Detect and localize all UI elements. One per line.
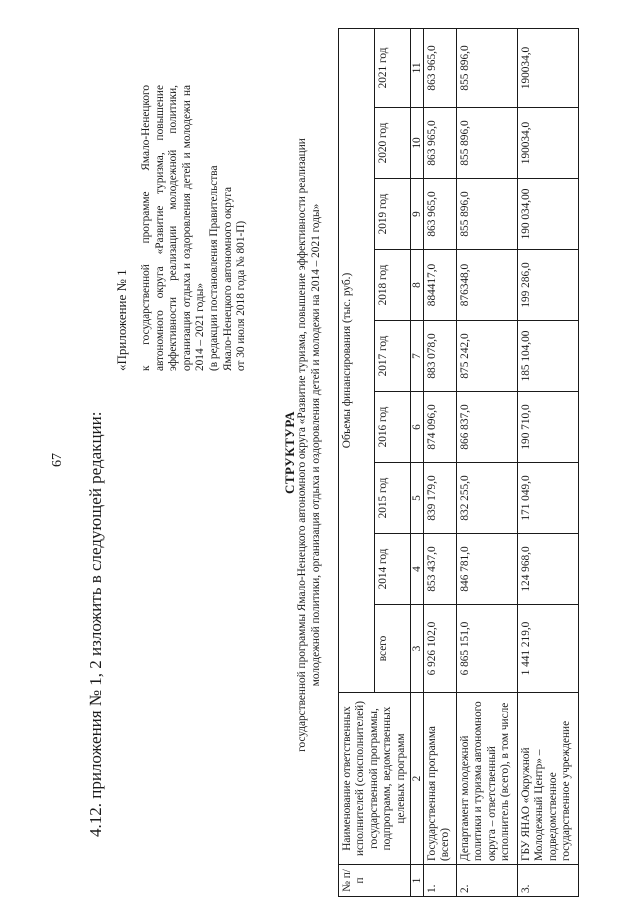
row-value: 853 437,0 — [424, 534, 457, 605]
appendix-text: к государственной программе Ямало-Ненецкого автономного округа «Развитие туризма, повышение эффективности реализации молодежной политики, организация отдыха и оздоровления детей и молодежи на 2014 – 2021 годы» — [140, 85, 207, 371]
table-header-row — [339, 28, 375, 896]
header-year: 2019 год — [375, 179, 411, 250]
appendix-note-line: Ямало-Ненецкого автономного округа — [221, 186, 234, 371]
page-heading: 4.12. приложения № 1, 2 изложить в следующей редакции: — [86, 411, 105, 837]
row-value: 875 242,0 — [457, 321, 518, 392]
row-name: Государственная программа (всего) — [424, 693, 457, 865]
row-num: 2. — [457, 865, 518, 897]
header-year: 2016 год — [375, 392, 411, 463]
row-value: 839 179,0 — [424, 463, 457, 534]
row-num: 1. — [424, 865, 457, 897]
row-value: 832 255,0 — [457, 463, 518, 534]
column-number: 7 — [411, 321, 424, 392]
row-value: 190 034,00 — [518, 179, 579, 250]
row-num: 3. — [518, 865, 579, 897]
header-year: 2021 год — [375, 28, 411, 107]
row-value: 855 896,0 — [457, 179, 518, 250]
row-value: 124 968,0 — [518, 534, 579, 605]
page-number: 67 — [50, 453, 65, 467]
structure-subtitle: государственной программы Ямало-Ненецкого автономного округа «Развитие туризма, повышение эффективности реализации молодежной политики, организация отдыха и оздоровления детей и молодежи на 2014 – 2021 годы» — [296, 138, 322, 752]
row-value: 199 286,0 — [518, 250, 579, 321]
row-value: 874 096,0 — [424, 392, 457, 463]
row-value: 884417,0 — [424, 250, 457, 321]
header-year: 2015 год — [375, 463, 411, 534]
row-value: 855 896,0 — [457, 108, 518, 179]
header-total: всего — [375, 605, 411, 693]
row-value: 876348,0 — [457, 250, 518, 321]
header-name: Наименование ответственных исполнителей (соисполнителей) государственной программы, подпрограмм, ведомственных целевых программ — [339, 693, 411, 865]
column-number-row — [411, 28, 424, 896]
table-row — [457, 28, 518, 896]
row-value: 866 837,0 — [457, 392, 518, 463]
row-value: 171 049,0 — [518, 463, 579, 534]
table-row — [424, 28, 457, 896]
header-year: 2018 год — [375, 250, 411, 321]
row-value: 190034,0 — [518, 28, 579, 107]
row-value: 1 441 219,0 — [518, 605, 579, 693]
column-number: 3 — [411, 605, 424, 693]
row-value: 846 781,0 — [457, 534, 518, 605]
row-value: 190 710,0 — [518, 392, 579, 463]
row-value: 883 078,0 — [424, 321, 457, 392]
row-value: 6 865 151,0 — [457, 605, 518, 693]
header-year: 2020 год — [375, 108, 411, 179]
appendix-block — [140, 85, 249, 371]
funding-table — [338, 28, 579, 897]
column-number: 1 — [411, 865, 424, 897]
header-funding: Объемы финансирования (тыс. руб.) — [339, 28, 375, 692]
row-value: 185 104,00 — [518, 321, 579, 392]
column-number: 2 — [411, 693, 424, 865]
row-value: 855 896,0 — [457, 28, 518, 107]
column-number: 6 — [411, 392, 424, 463]
row-value: 863 965,0 — [424, 28, 457, 107]
structure-title: СТРУКТУРА — [282, 410, 297, 495]
row-value: 863 965,0 — [424, 108, 457, 179]
column-number: 4 — [411, 534, 424, 605]
row-value: 863 965,0 — [424, 179, 457, 250]
appendix-note-line: от 30 июля 2018 года № 801-П) — [235, 220, 248, 371]
row-value: 6 926 102,0 — [424, 605, 457, 693]
row-name: ГБУ ЯНАО «Окружной Молодежный Центр» – подведомственное государственное учреждение — [518, 693, 579, 865]
header-year: 2017 год — [375, 321, 411, 392]
appendix-note-line: (в редакции постановления Правительства — [207, 165, 220, 371]
table-row — [518, 28, 579, 896]
column-number: 5 — [411, 463, 424, 534]
appendix-title: «Приложение № 1 — [114, 269, 129, 371]
header-year: 2014 год — [375, 534, 411, 605]
column-number: 11 — [411, 28, 424, 107]
column-number: 9 — [411, 179, 424, 250]
row-value: 190034,0 — [518, 108, 579, 179]
row-name: Департамент молодежной политики и туризма автономного округа – ответственный исполнитель (всего), в том числе — [457, 693, 518, 865]
column-number: 8 — [411, 250, 424, 321]
column-number: 10 — [411, 108, 424, 179]
header-num: № п/п — [339, 865, 411, 897]
